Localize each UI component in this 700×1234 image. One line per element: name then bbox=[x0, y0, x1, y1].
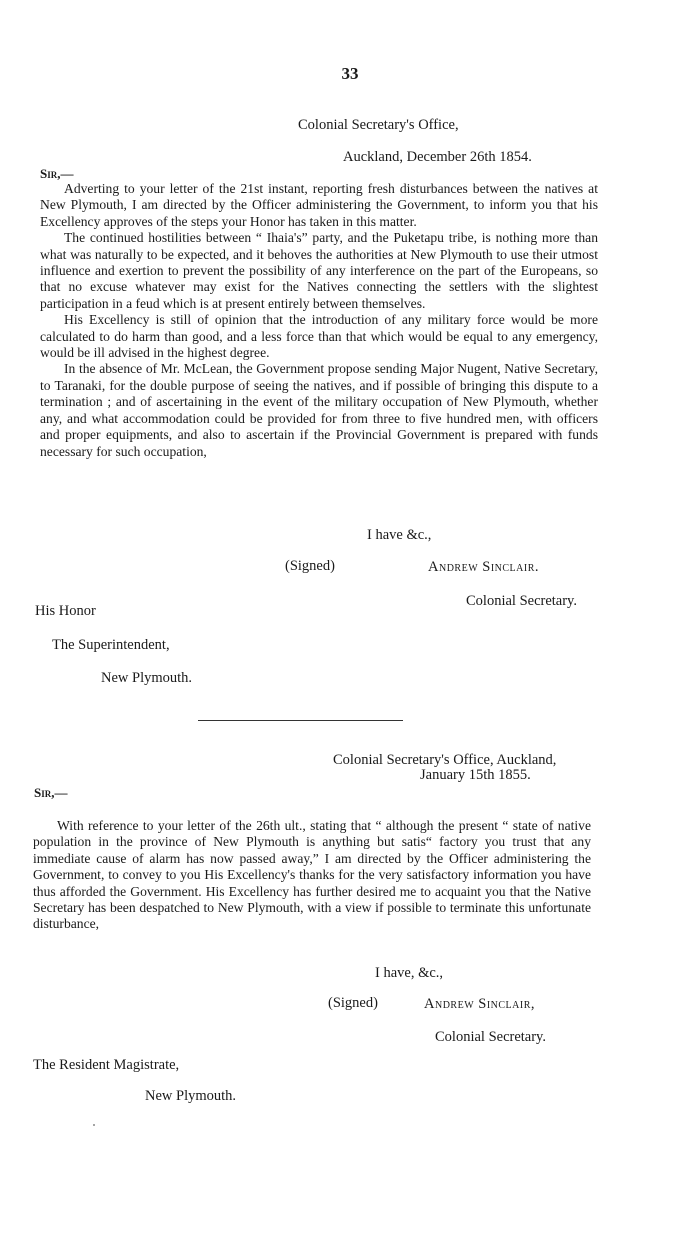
letter2-addressee-line-1: The Resident Magistrate, bbox=[33, 1057, 180, 1073]
letter1-signed: (Signed) bbox=[285, 558, 335, 574]
letter1-paragraph-1: Adverting to your letter of the 21st instant, reporting fresh disturbances between the natives at New Plymouth, I am directed by the Officer administering the Government, to inform you that his Excellency approves of the steps your Honor has taken in this matter. bbox=[40, 181, 598, 229]
letter1-addressee-line-2: The Superintendent, bbox=[52, 637, 170, 653]
letter1-body bbox=[40, 181, 598, 460]
letter1-paragraph-4: In the absence of Mr. McLean, the Government propose sending Major Nugent, Native Secretary, to Taranaki, for the double purpose of seeing the natives, and if possible of bringing this dispute to a termination ; and of ascertaining in the event of the military occupation of New Plymouth, whether any, and what accommodation could be provided for from three to five hundred men, with officers and proper equipments, and also to ascertain if the Provincial Government is prepared with funds necessary for such occupation, bbox=[40, 361, 598, 459]
letter1-signer-title: Colonial Secretary. bbox=[466, 593, 577, 609]
letter1-paragraph-3: His Excellency is still of opinion that the introduction of any military force would be more calculated to do harm than good, and a less force than that which would be equal to any emergency, would be ill advised in the highest degree. bbox=[40, 312, 598, 361]
letter2-date: January 15th 1855. bbox=[420, 767, 531, 783]
letter2-salutation: Sir,— bbox=[34, 785, 68, 800]
letter2-signer: Andrew Sinclair, bbox=[424, 996, 535, 1012]
letter1-paragraph-2: The continued hostilities between “ Ihaia's” party, and the Puketapu tribe, is nothing more than what was naturally to be expected, and it behoves the authorities at New Plymouth to use their utmost influence and exertion to prevent the possibility of any interference on the part of the Europeans, so that no excuse whatever may exist for the Natives connecting the settlers with the slightest participation in a feud which is at present entirely between themselves. bbox=[40, 230, 598, 311]
ink-speck bbox=[93, 1124, 95, 1126]
letter2-office: Colonial Secretary's Office, Auckland, bbox=[333, 752, 557, 768]
letter1-addressee-line-3: New Plymouth. bbox=[101, 670, 193, 686]
letter2-addressee-line-2: New Plymouth. bbox=[145, 1088, 237, 1104]
letter1-salutation: Sir,— bbox=[40, 166, 74, 181]
letter1-signer: Andrew Sinclair. bbox=[428, 559, 539, 575]
page-number: 33 bbox=[341, 64, 359, 83]
letter1-office: Colonial Secretary's Office, bbox=[298, 117, 459, 133]
letter1-place-date: Auckland, December 26th 1854. bbox=[343, 149, 532, 165]
letter1-closing: I have &c., bbox=[367, 527, 432, 543]
letter2-signer-title: Colonial Secretary. bbox=[435, 1029, 546, 1045]
letter2-paragraph: With reference to your letter of the 26th ult., stating that “ although the present “ state of native population in the province of New Plymouth is anything but satis“ factory you trust that any immediate cause of alarm has now passed away,” I am directed by the Officer administering the Government, to convey to you His Excellency's thanks for the very satisfactory information you have thus afforded the Government. His Excellency has further desired me to acquaint you that the Native Secretary has been despatched to New Plymouth, with a view if possible to terminate this unfortunate disturbance, bbox=[33, 818, 591, 932]
section-divider bbox=[198, 720, 403, 721]
letter2-closing: I have, &c., bbox=[375, 965, 444, 981]
letter2-body bbox=[33, 818, 591, 933]
letter2-signed: (Signed) bbox=[328, 995, 378, 1011]
letter1-addressee-line-1: His Honor bbox=[35, 603, 96, 619]
